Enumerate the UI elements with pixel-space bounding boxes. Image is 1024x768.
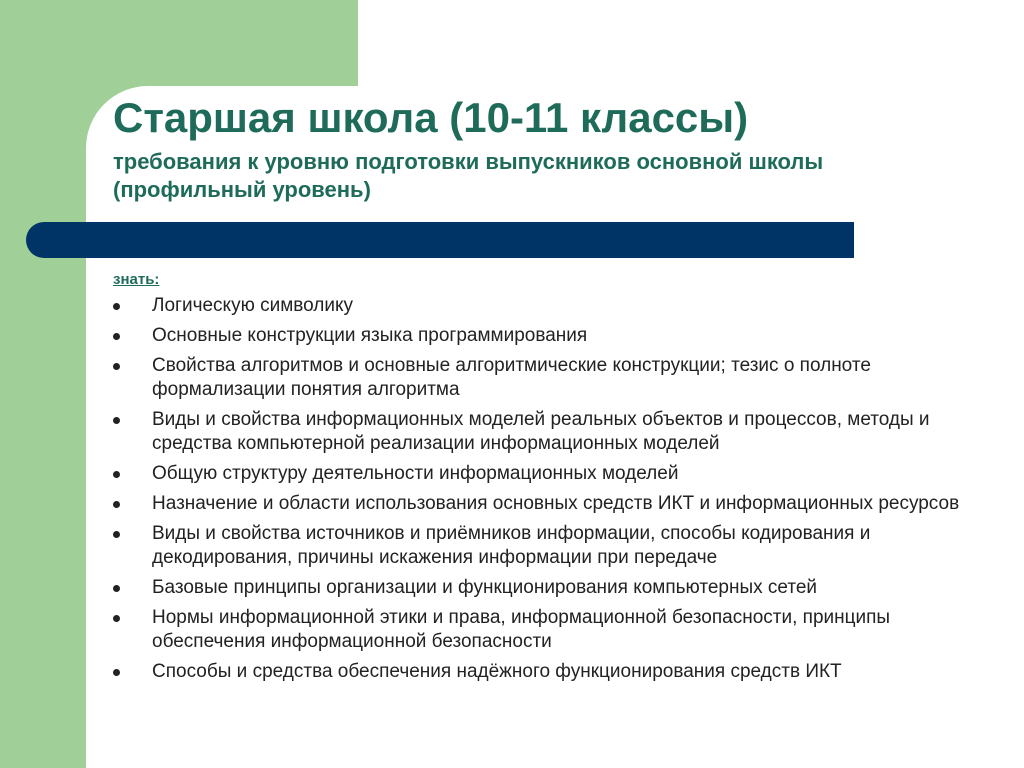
list-item-text: Виды и свойства источников и приёмников информации, способы кодирования и декодирования, причины искажения информации при передаче bbox=[152, 523, 871, 568]
bullet-icon bbox=[113, 585, 120, 592]
list-item bbox=[113, 354, 1003, 402]
requirements-list bbox=[113, 294, 1003, 690]
bullet-icon bbox=[113, 333, 120, 340]
list-item-text: Основные конструкции языка программирования bbox=[152, 325, 588, 346]
decorative-divider-bar bbox=[26, 222, 854, 258]
list-item-text: Базовые принципы организации и функционирования компьютерных сетей bbox=[152, 577, 818, 598]
bullet-icon bbox=[113, 417, 120, 424]
list-item bbox=[113, 522, 1003, 570]
list-item bbox=[113, 324, 1003, 348]
know-label: знать: bbox=[113, 271, 160, 288]
list-item-text: Логическую символику bbox=[152, 295, 354, 316]
list-item bbox=[113, 408, 1003, 456]
list-item-text: Способы и средства обеспечения надёжного функционирования средств ИКТ bbox=[152, 661, 842, 682]
bullet-icon bbox=[113, 363, 120, 370]
list-item bbox=[113, 576, 1003, 600]
list-item bbox=[113, 462, 1003, 486]
bullet-icon bbox=[113, 615, 120, 622]
slide-subtitle: требования к уровню подготовки выпускников основной школы (профильный уровень) bbox=[113, 149, 824, 202]
bullet-icon bbox=[113, 303, 120, 310]
bullet-icon bbox=[113, 501, 120, 508]
list-item-text: Общую структуру деятельности информационных моделей bbox=[152, 463, 679, 484]
bullet-icon bbox=[113, 669, 120, 676]
list-item-text: Виды и свойства информационных моделей реальных объектов и процессов, методы и средства компьютерной реализации информационных моделей bbox=[152, 409, 930, 454]
list-item bbox=[113, 294, 1003, 318]
list-item-text: Свойства алгоритмов и основные алгоритмические конструкции; тезис о полноте формализации понятия алгоритма bbox=[152, 355, 871, 400]
list-item-text: Назначение и области использования основных средств ИКТ и информационных ресурсов bbox=[152, 493, 960, 514]
list-item bbox=[113, 660, 1003, 684]
bullet-icon bbox=[113, 531, 120, 538]
list-item-text: Нормы информационной этики и права, информационной безопасности, принципы обеспечения информационной безопасности bbox=[152, 607, 891, 652]
list-item bbox=[113, 492, 1003, 516]
slide-title: Старшая школа (10-11 классы) bbox=[113, 94, 749, 141]
bullet-icon bbox=[113, 471, 120, 478]
list-item bbox=[113, 606, 1003, 654]
